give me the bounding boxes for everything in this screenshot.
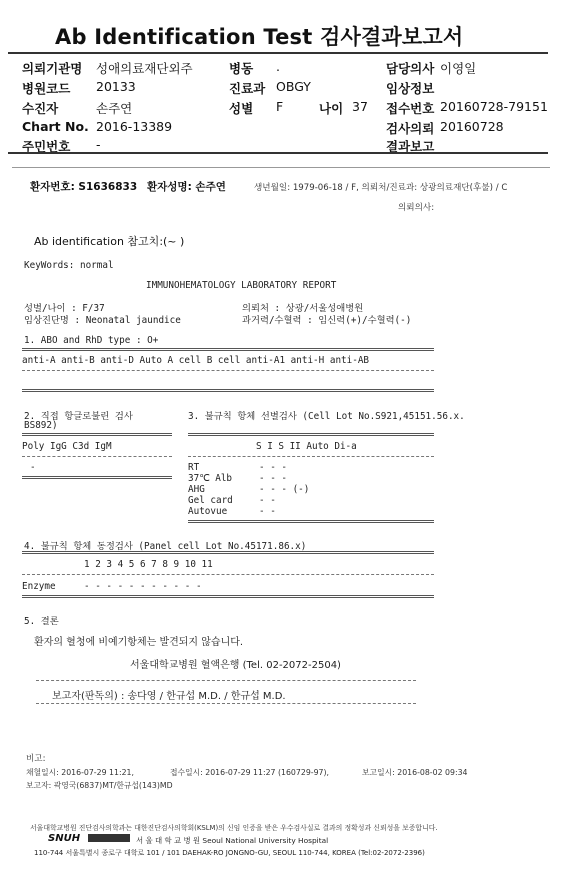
irr-row-values: - - - [259, 473, 287, 484]
irr-row-values: - - [259, 495, 276, 506]
value-chart-no: 2016-13389 [96, 119, 173, 134]
report-diagnosis: 임상진단명 : Neonatal jaundice [24, 315, 181, 326]
panel-rule-top [22, 551, 434, 554]
report-requester: 의뢰처 : 상광/서울성애병원 [242, 303, 364, 314]
report-sex-age: 성별/나이 : F/37 [24, 303, 105, 314]
value-hospital-code: 20133 [96, 79, 136, 94]
panel-columns: 1 2 3 4 5 6 7 8 9 10 11 [84, 559, 213, 570]
label-receipt-no: 접수번호 [386, 101, 435, 116]
irr-row-label: AHG [188, 484, 205, 495]
dat-values: - [30, 462, 36, 473]
value-receipt-no: 20160728-79151 [440, 99, 548, 114]
label-requesting-institution: 의뢰기관명 [22, 61, 83, 76]
label-patient: 수진자 [22, 101, 59, 116]
value-requesting-institution: 성애의료재단외주 [96, 61, 193, 76]
conclusion-text: 환자의 혈청에 비예기항체는 발견되지 않습니다. [34, 637, 244, 648]
header-top-rule [8, 52, 548, 54]
abo-columns: anti-A anti-B anti-D Auto A cell B cell anti-A1 anti-H anti-AB [22, 355, 370, 366]
reporter-rule-bottom [36, 703, 416, 704]
value-resident-no: - [96, 137, 101, 152]
value-department: OBGY [276, 79, 311, 94]
remark-label: 비고: [26, 754, 46, 764]
panel-enzyme-values: - - - - - - - - - - - [84, 581, 202, 592]
label-ward: 병동 [229, 61, 254, 76]
blood-bank: 서울대학교병원 혈액은행 (Tel. 02-2072-2504) [130, 660, 341, 671]
dat-columns: Poly IgG C3d IgM [22, 441, 112, 452]
value-patient: 손주연 [96, 101, 133, 116]
irr-row-values: - - - (-) [259, 484, 310, 495]
scanned-report [0, 160, 562, 881]
report-ab-reference: Ab identification 참고치:(~ ) [34, 235, 185, 248]
section-dat-title: 2. 직접 항글로불린 검사 [24, 411, 133, 422]
label-department: 진료과 [229, 81, 266, 96]
label-hospital-code: 병원코드 [22, 81, 71, 96]
irr-columns: S I S II Auto Di-a [256, 441, 357, 452]
irr-rule-top [188, 433, 434, 436]
reporter-rule-top [36, 680, 416, 681]
report-history: 과거력/수혈력 : 임신력(+)/수혈력(-) [242, 315, 412, 326]
footer-certification: 서울대학교병원 진단검사의학과는 대한진단검사의학회(KSLM)의 신임 인증을 받은 우수검사실로 결과의 정확성과 신뢰성을 보증합니다. [30, 824, 438, 832]
footer-address: 110-744 서울특별시 종로구 대학로 101 / 101 DAEHAK-RO JONGNO-GU, SEOUL 110-744, KOREA (Tel:02-2072-2396) [34, 849, 425, 857]
value-ward: . [276, 59, 280, 74]
footer-hospital: 서 울 대 학 교 병 원 Seoul National University Hospital [136, 836, 329, 845]
reporter-ids: 보고자: 곽영국(6837)MT/한규섭(143)MD [26, 781, 173, 790]
value-sex: F [276, 99, 284, 114]
section-dat-lot: BS892) [24, 420, 58, 431]
section-conclusion-title: 5. 결론 [24, 616, 59, 627]
irr-row-label: 37℃ Alb [188, 473, 233, 484]
page-title: Ab Identification Test 검사결과보고서 [55, 25, 464, 49]
label-age: 나이 [319, 101, 344, 116]
report-keywords: KeyWords: normal [24, 260, 114, 271]
report-lab-title: IMMUNOHEMATOLOGY LABORATORY REPORT [146, 280, 337, 291]
label-clinical-info: 임상정보 [386, 81, 435, 96]
irr-rule-bottom [188, 520, 434, 523]
abo-rule-bottom [22, 389, 434, 392]
report-patient-no: 환자번호: S1636833 [30, 181, 138, 193]
report-top-rule [12, 167, 550, 168]
section-abo-title: 1. ABO and RhD type : O+ [24, 335, 159, 346]
panel-rule-mid [22, 574, 434, 575]
section-irregular-screen-title: 3. 불규칙 항체 선별검사 (Cell Lot No.S921,45151.56.x. [188, 411, 465, 422]
label-sex: 성별 [229, 101, 254, 116]
report-doctor: 의뢰의사: [398, 203, 435, 213]
header-bottom-rule [8, 152, 548, 154]
panel-enzyme-label: Enzyme [22, 581, 56, 592]
irr-row-values: - - - [259, 462, 287, 473]
value-doctor: 이영일 [440, 61, 477, 76]
irr-row-label: Autovue [188, 506, 228, 517]
irr-row-label: Gel card [188, 495, 233, 506]
value-test-request: 20160728 [440, 119, 504, 134]
snuh-logo: SNUH [48, 833, 81, 844]
irr-rule-mid [188, 456, 434, 457]
abo-rule-top [22, 348, 434, 351]
label-resident-no: 주민번호 [22, 139, 71, 154]
irr-row-values: - - [259, 506, 276, 517]
abo-rule-mid [22, 370, 434, 371]
dat-rule-top [22, 433, 172, 436]
label-test-request: 검사의뢰 [386, 121, 435, 136]
label-result-report: 결과보고 [386, 139, 435, 154]
reporter: 보고자(판독의) : 송다영 / 한규섭 M.D. / 한규섭 M.D. [52, 691, 286, 702]
label-doctor: 담당의사 [386, 61, 435, 76]
irr-row-label: RT [188, 462, 200, 473]
section-panel-title: 4. 불규칙 항체 동정검사 (Panel cell Lot No.45171.86.x) [24, 541, 307, 552]
label-chart-no: Chart No. [22, 119, 89, 134]
reported-datetime: 보고일시: 2016-08-02 09:34 [362, 768, 468, 777]
panel-rule-bottom [22, 595, 434, 598]
dat-rule-mid [22, 456, 172, 457]
dat-rule-bottom [22, 476, 172, 479]
report-patient-name: 환자성명: 손주연 [147, 181, 226, 193]
value-age: 37 [352, 99, 368, 114]
received-datetime: 접수일시: 2016-07-29 11:27 (160729-97), [170, 768, 330, 777]
collected-datetime: 채혈일시: 2016-07-29 11:21, [26, 768, 134, 777]
report-dob-line: 생년월일: 1979-06-18 / F, 의뢰처/진료과: 상광의료재단(후불) / C [254, 183, 508, 193]
logo-bar-icon [88, 834, 130, 842]
